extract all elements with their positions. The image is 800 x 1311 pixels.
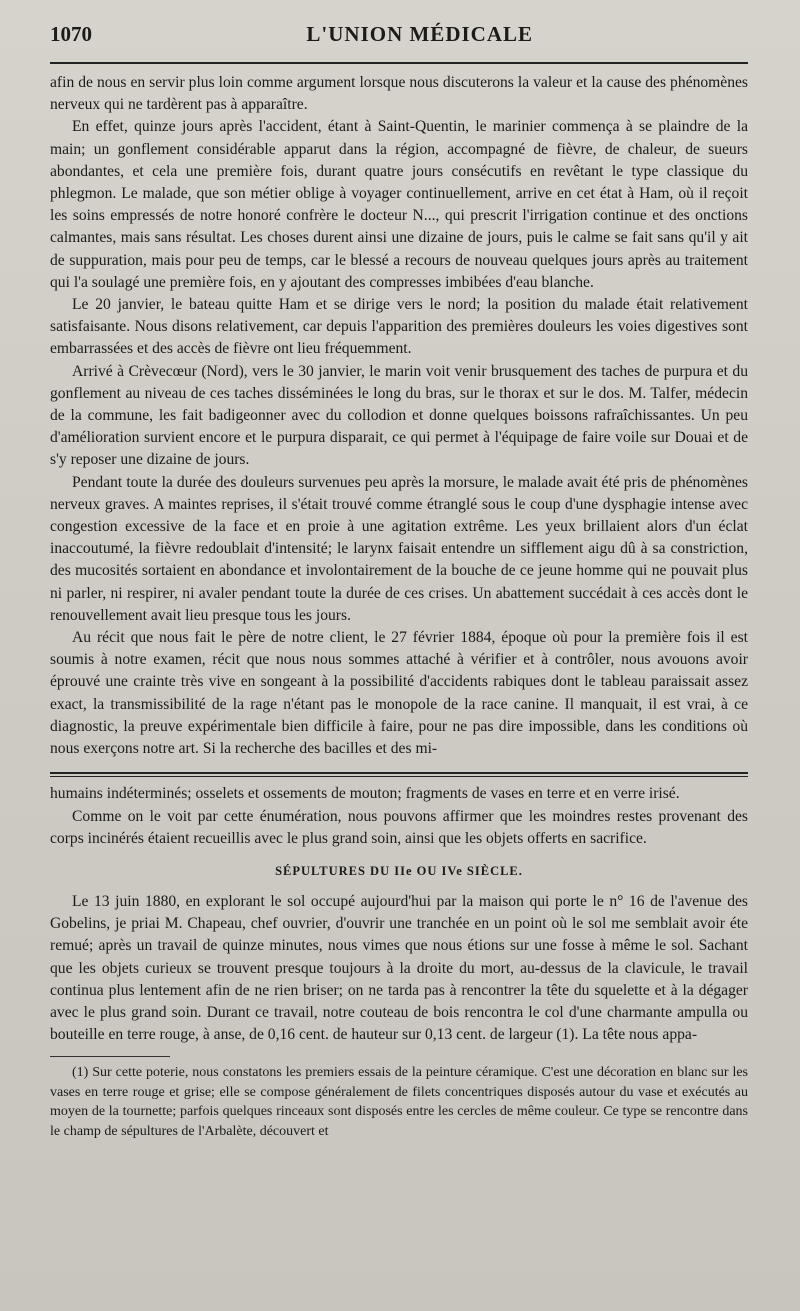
feuilleton-body [50,783,748,1046]
article-paragraph: afin de nous en servir plus loin comme argument lorsque nous discuterons la valeur et la cause des phénomènes nerveux qui ne tardèrent pas à apparaître. [50,74,748,114]
footnote-rule [50,1056,170,1057]
article-paragraph: Le 20 janvier, le bateau quitte Ham et se dirige vers le nord; la position du malade était relativement satisfaisante. Nous disons relativement, car depuis l'apparition des premières douleurs les voies digestives sont embarrassées et des accès de fièvre ont lieu fréquemment. [50,296,748,358]
article-paragraph: Pendant toute la durée des douleurs survenues peu après la morsure, le malade avait été pris de phénomènes nerveux graves. A maintes reprises, il s'était trouvé comme étranglé sous le coup d'une dysphagie intense avec congestion excessive de la face et en proie à une agitation extrême. Les yeux brillaient alors d'un éclat inaccoutumé, la fièvre redoublait d'intensité; le larynx faisait entendre un sifflement aigu dû à sa constriction, des mucosités sortaient en abondance et involontairement de la bouche de ce jeune homme qui ne pouvait plus ni parler, ni respirer, ni avaler pendant toute la durée de ces crises. Un abattement succédait à ces accès dont le renouvellement avait lieu presque tous les jours. [50,473,748,624]
page-number: 1070 [50,22,92,46]
article-paragraph: Au récit que nous fait le père de notre client, le 27 février 1884, époque où pour la première fois il est soumis à notre examen, récit que nous nous sommes attaché à vérifier et à contrôler, nous avouons avoir éprouvé une crainte très vive en songeant à la possibilité d'accidents rabiques dont le tableau paraissait assez exact, la transmissibilité de la rage n'étant pas le monopole de la race canine. Il manquait, il est vrai, à ce diagnostic, la preuve expérimentale bien difficile à faire, pour ne pas dire impossible, dans les conditions où nous exerçons notre art. Si la recherche des bacilles et des mi- [50,629,748,758]
feuilleton-paragraph: humains indéterminés; osselets et ossements de mouton; fragments de vases en terre et en verre irisé. [50,785,680,803]
article-paragraph: Arrivé à Crèvecœur (Nord), vers le 30 janvier, le marin voit venir brusquement des taches de purpura et du gonflement au niveau de ces taches disséminées le long du bras, sur le thorax et sur le dos. M. Talfer, médecin de la commune, les fait badigeonner avec du collodion et donne quelques boissons rafraîchissantes. Un peu d'amélioration survient encore et le purpura disparait, ce qui permet à l'équipage de faire voile sur Douai et de s'y reposer une dizaine de jours. [50,362,748,469]
header-rule [50,62,748,64]
article-body [50,72,748,760]
page-header [50,22,748,62]
feuilleton-paragraph: Le 13 juin 1880, en explorant le sol occupé aujourd'hui par la maison qui porte le n° 16 de l'avenue des Gobelins, je priai M. Chapeau, chef ouvrier, d'ouvrir une tranchée en un point où le sol me semblait avoir éte remué; après un travail de quinze minutes, nous vimes que nous étions sur une fosse à même le sol. Sachant que les objets curieux se trouvent presque toujours à la droite du mort, au-dessus de la clavicule, le travail continua plus lentement afin de ne rien briser; on ne tarda pas à rencontrer la tête du squelette et à la dégager avec le plus grand soin. Durant ce travail, notre couteau de bois rencontra le col d'une charmante ampulla ou bouteille en terre rouge, à anse, de 0,16 cent. de hauteur sur 0,13 cent. de largeur (1). La tête nous appa- [50,892,748,1044]
journal-title: L'UNION MÉDICALE [306,22,533,46]
footnote-text: (1) Sur cette poterie, nous constatons les premiers essais de la peinture céramique. C'est une décoration en blanc sur les vases en terre rouge et grise; elle se compose généralement de filets concentriques disposés autour du vase et exécutés au moyen de la tournette; parfois quelques rinceaux sont disposés entre les cercles de même couleur. Ce type se rencontre dans le champ de sépultures de l'Arbalète, découvert et [50,1065,748,1139]
footnote [50,1063,748,1141]
feuilleton-paragraph: Comme on le voit par cette énumération, nous pouvons affirmer que les moindres restes provenant des corps incinérés étaient recueillis avec le plus grand soin, ainsi que les objets offerts en sacrifice. [50,807,748,847]
feuilleton-divider [50,772,748,777]
section-heading: SÉPULTURES DU IIe OU IVe SIÈCLE. [275,863,523,878]
article-paragraph: En effet, quinze jours après l'accident, étant à Saint-Quentin, le marinier commença à se plaindre de la main; un gonflement considérable apparut dans la région, accompagné de fièvre, de chaleur, de sueurs abondantes, et cela une première fois, durant quatre jours consécutifs en revêtant le type classique du phlegmon. Le malade, que son métier oblige à voyager continuellement, arrive en cet état à Ham, où il reçoit les soins empressés de notre honoré confrère le docteur N..., qui prescrit l'irrigation continue et des onctions calmantes, mais sans résultat. Les choses durent ainsi une dizaine de jours, puis le calme se fait sans qu'il y ait de suppuration, mais pour peu de temps, car le blessé a recours de nouveau quelques jours après au traitement qui l'a soulagé une première fois, en y ajoutant des compresses imbibées d'eau blanche. [50,118,748,291]
